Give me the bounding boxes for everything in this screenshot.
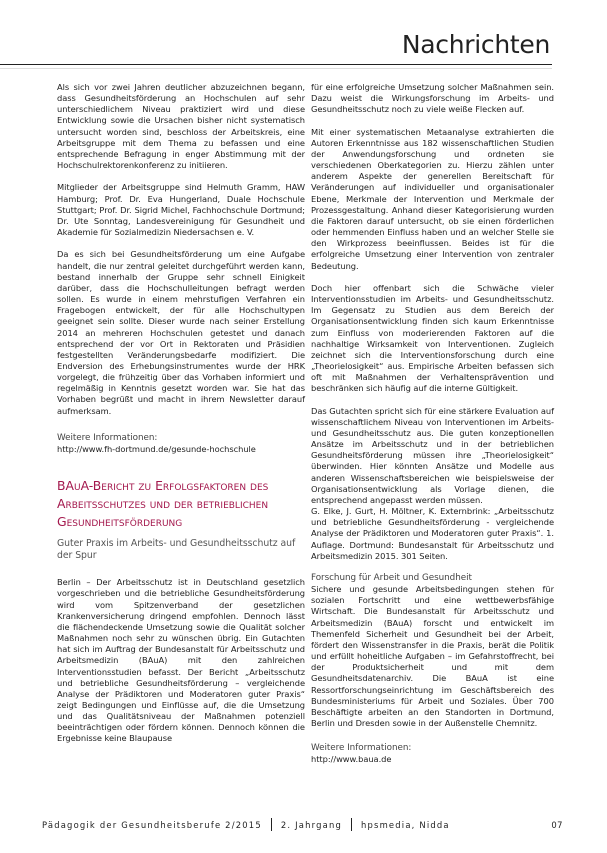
paragraph: Da es sich bei Gesundheitsförderung um eine Aufgabe handelt, die nur zentral geleitet durchgeführt werden kann, bestand innerhalb der Gruppe sehr schnell Einigkeit darüber, dass die Hochschulleitungen befragt werden sollen. Es wurde in einem mehrstufigen Verfahren ein Fragebogen entwickelt, der für alle Hochschultypen geeignet sein sollte. Dieser wurde nach seiner Erstellung 2014 an mehreren Hochschulen getestet und danach entsprechend der vor Ort in Rektoraten und Präsidien festgestellten Veränderungsbedarfe modifiziert. Die Endversion des Erhebungsinstrumentes wurde der HRK vorgelegt, die frühzeitig über das Vorhaben informiert und regelmäßig in Kenntnis gesetzt worden war. Sie hat das Vorhaben begrüßt und macht in ihrem Newsletter darauf aufmerksam. [57,249,305,416]
header-rule [0,64,552,65]
header-rule-secondary [0,68,552,69]
page-number: 07 [551,819,563,830]
article-headline: BAuA-Bericht zu Erfolgsfaktoren des Arbeitsschutzes und der betrieblichen Gesundheitsförderung [57,478,269,530]
paragraph: Mit einer systematischen Metaanalyse extrahierten die Autoren Erkenntnisse aus 182 wissenschaftlichen Studien der Anwendungsforschung und ordneten sie verschiedenen Oberkategorien zu. Hierzu zählen unter anderem Aspekte der generellen Bereitschaft für Veränderungen auf individueller und organisationaler Ebene, Merkmale der Intervention und Merkmale der Prozessgestaltung. Anhand dieser Kategorisierung wurden die Faktoren darauf untersucht, ob sie einen förderlichen oder hemmenden Einfluss haben und an welcher Stelle sie den Wirkprozess beeinflussen. Beides ist für die erfolgreiche Umsetzung einer Intervention von zentraler Bedeutung. [311,126,554,271]
footer-volume: 2. Jahrgang [280,819,342,830]
paragraph: Als sich vor zwei Jahren deutlicher abzuzeichnen begann, dass Gesundheitsförderung an Hochschulen auf sehr unterschiedlichem Niveau praktiziert wird und diese Entwicklung sowie die Ursachen bisher nicht systematisch untersucht worden sind, beschloss der Arbeitskreis, eine Arbeitsgruppe mit dem Thema zu befassen und eine entsprechende Befragung in enger Abstimmung mit der Hochschulrektorenkonferenz zu initiieren. [57,82,305,171]
page-footer [42,818,563,831]
left-column [57,82,305,745]
footer-publisher: hpsmedia, Nidda [360,819,450,830]
article-subheadline: Guter Praxis im Arbeits- und Gesundheitsschutz auf der Spur [57,538,296,561]
paragraph: für eine erfolgreiche Umsetzung solcher Maßnahmen sein. Dazu weist die Wirkungsforschung im Arbeits- und Gesundheitsschutz noch zu viele weiße Flecken auf. [311,82,554,115]
footer-journal: Pädagogik der Gesundheitsberufe 2/2015 [42,819,262,830]
info-link[interactable]: http://www.baua.de [311,754,392,765]
paragraph: Das Gutachten spricht sich für eine stärkere Evaluation auf wissenschaftlichem Niveau von Interventionen im Arbeits- und Gesundheitsschutz aus. Die guten konzeptionellen Ansätze im Arbeitsschutz und in der betrieblichen Gesundheitsförderung müssen ihre „Theorielosigkeit“ überwinden. Hier könnten Ansätze und Modelle aus anderen Wissenschaftsbereichen wie beispielsweise der Organisationsentwicklung als Vorlage dienen, die entsprechend angepasst werden müssen. [311,405,554,505]
citation: G. Elke, J. Gurt, H. Möltner, K. Externbrink: „Arbeitsschutz und betriebliche Gesundheitsförderung - vergleichende Analyse der Prädiktoren und Moderatoren guter Praxis“. 1. Auflage. Dortmund: Bundesanstalt für Arbeitsschutz und Arbeitsmedizin 2015. 301 Seiten. [311,506,554,561]
footer-divider [271,818,272,831]
info-label: Weitere Informationen: [311,743,412,754]
right-column [311,82,554,766]
footer-divider [351,818,352,831]
paragraph: Mitglieder der Arbeitsgruppe sind Helmuth Gramm, HAW Hamburg; Prof. Dr. Eva Hungerland, Duale Hochschule Stuttgart; Prof. Dr. Sigrid Michel, Fachhochschule Dortmund; Dr. Ute Sonntag, Landesvereinigung für Gesundheit und Akademie für Sozialmedizin Niedersachsen e. V. [57,182,305,238]
info-link[interactable]: http://www.fh-dortmund.de/gesunde-hochschule [57,443,256,454]
section-title: Nachrichten [401,30,550,59]
article-paragraph: Berlin – Der Arbeitsschutz ist in Deutschland gesetzlich vorgeschrieben und die betriebliche Gesundheitsförderung wird vom Spitzenverband der gesetzlichen Krankenversicherung dringend empfohlen. Dennoch lässt die flächendeckende Umsetzung sowie die Qualität solcher Maßnahmen noch sehr zu wünschen übrig. Ein Gutachten hat sich im Auftrag der Bundesanstalt für Arbeitsschutz und Arbeitsmedizin (BAuA) mit den zahlreichen Interventionsstudien befasst. Der Bericht „Arbeitsschutz und betriebliche Gesundheitsförderung – vergleichende Analyse der Prädiktoren und Moderatoren guter Praxis“ zeigt Bedingungen und Einflüsse auf, die die Umsetzung und das Qualitätsniveau der Maßnahmen potenziell beeinträchtigen oder fördern können. Dennoch können die Ergebnisse keine Blaupause [57,577,305,744]
research-paragraph: Sichere und gesunde Arbeitsbedingungen stehen für sozialen Fortschritt und eine wettbewerbsfähige Wirtschaft. Die Bundesanstalt für Arbeitsschutz und Arbeitsmedizin (BAuA) forscht und entwickelt im Themenfeld Sicherheit und Gesundheit bei der Arbeit, fördert den Wissenstransfer in die Praxis, berät die Politik und erfüllt hoheitliche Aufgaben – im Gefahrstoffrecht, bei der Produktsicherheit und mit dem Gesundheitsdatenarchiv. Die BAuA ist eine Ressortforschungseinrichtung im Geschäftsbereich des Bundesministeriums für Arbeit und Soziales. Über 700 Beschäftigte arbeiten an den Standorten in Dortmund, Berlin und Dresden sowie in der Außenstelle Chemnitz. [311,584,554,729]
research-title: Forschung für Arbeit und Gesundheit [311,573,472,583]
paragraph: Doch hier offenbart sich die Schwäche vieler Interventionsstudien im Arbeits- und Gesundheitsschutz. Im Gegensatz zu Studien aus dem Bereich der Organisationsentwicklung finden sich kaum Erkenntnisse zum Einfluss von moderierenden Faktoren auf die nachhaltige Wirksamkeit von Interventionen. Zugleich zeichnet sich die Interventionsforschung durch eine „Theorielosigkeit“ aus. Empirische Arbeiten befassen sich oft mit Maßnahmen der Verhaltensprävention und beschränken sich häufig auf die interne Gültigkeit. [311,282,554,394]
info-label: Weitere Informationen: [57,432,158,443]
